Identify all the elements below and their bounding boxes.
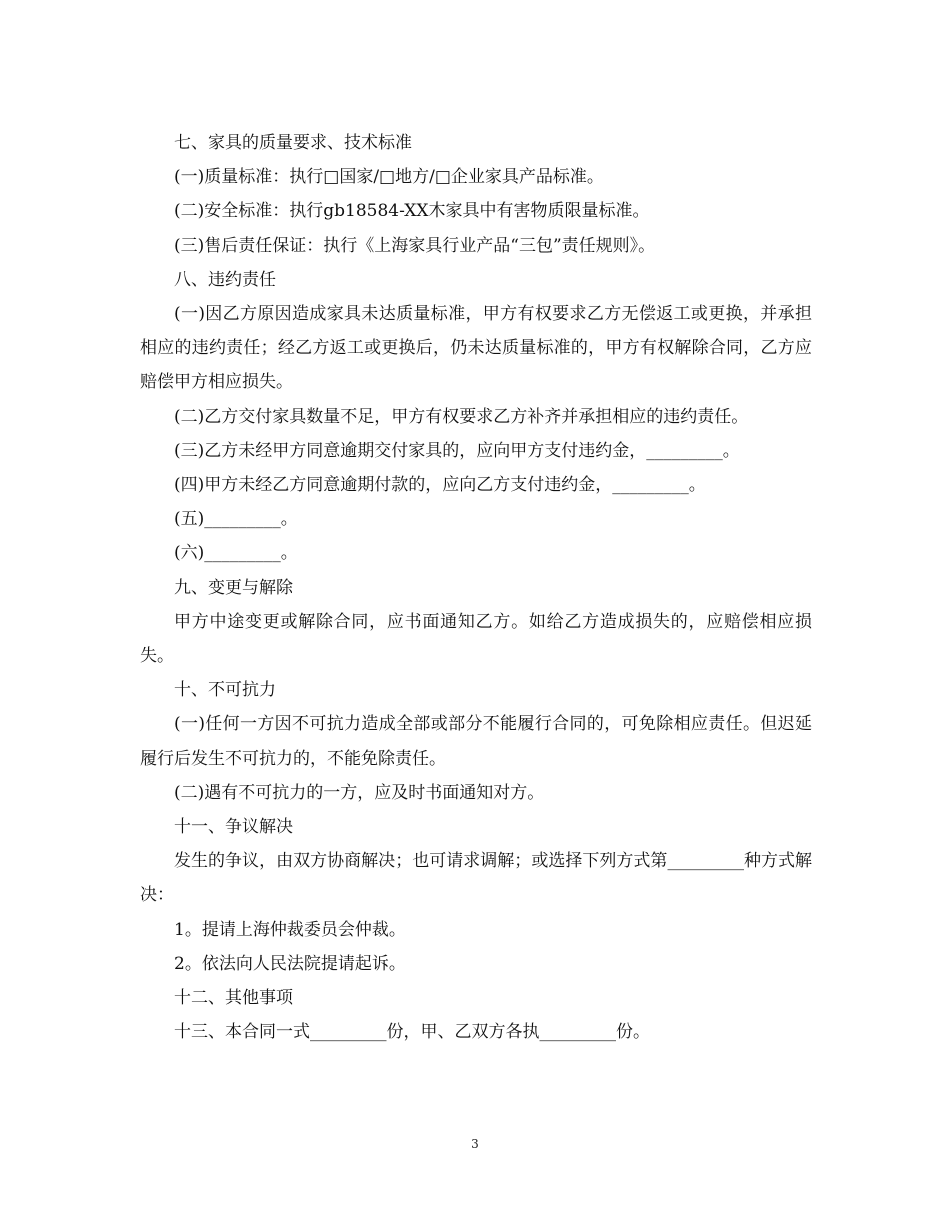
paragraph-breach-3: (三)乙方未经甲方同意逾期交付家具的，应向甲方支付违约金，_________。	[174, 440, 740, 461]
paragraph-breach-6: (六)_________。	[174, 543, 298, 564]
section-heading-dispute: 十一、争议解决	[174, 817, 293, 838]
paragraph-breach-1: (一)因乙方原因造成家具未达质量标准，甲方有权要求乙方无偿返工或更换，并承担相应的违约责任；经乙方返工或更换后，仍未达质量标准的，甲方有权解除合同，乙方应赔偿甲方相应损失。	[140, 304, 812, 393]
paragraph-after-sales: (三)售后责任保证：执行《上海家具行业产品“三包”责任规则》。	[174, 235, 656, 256]
page-number: 3	[471, 1137, 479, 1151]
section-heading-change: 九、变更与解除	[174, 577, 293, 598]
paragraph-breach-2: (二)乙方交付家具数量不足，甲方有权要求乙方补齐并承担相应的违约责任。	[174, 406, 749, 427]
paragraph-change: 甲方中途变更或解除合同，应书面通知乙方。如给乙方造成损失的，应赔偿相应损失。	[140, 611, 812, 667]
section-heading-force-majeure: 十、不可抗力	[174, 680, 276, 701]
section-heading-other: 十二、其他事项	[174, 988, 293, 1009]
document-body	[140, 126, 812, 1049]
paragraph-breach-5: (五)_________。	[174, 509, 298, 530]
section-heading-breach: 八、违约责任	[174, 269, 276, 290]
paragraph-force-majeure-2: (二)遇有不可抗力的一方，应及时书面通知对方。	[174, 782, 545, 803]
section-heading-quality: 七、家具的质量要求、技术标准	[174, 133, 412, 153]
paragraph-quality-standard: (一)质量标准：执行□国家/□地方/□企业家具产品标准。	[174, 167, 604, 188]
paragraph-copies: 十三、本合同一式_________份，甲、乙双方各执_________份。	[174, 1022, 650, 1043]
paragraph-dispute: 发生的争议，由双方协商解决；也可请求调解；或选择下列方式第_________种方式解决：	[140, 851, 812, 906]
paragraph-safety-standard: (二)安全标准：执行gb18584-XX木家具中有害物质限量标准。	[174, 201, 650, 222]
paragraph-breach-4: (四)甲方未经乙方同意逾期付款的，应向乙方支付违约金，_________。	[174, 475, 706, 496]
paragraph-dispute-option-2: 2。依法向人民法院提请起诉。	[174, 953, 406, 974]
paragraph-dispute-option-1: 1。提请上海仲裁委员会仲裁。	[174, 919, 406, 940]
paragraph-force-majeure-1: (一)任何一方因不可抗力造成全部或部分不能履行合同的，可免除相应责任。但迟延履行后发生不可抗力的，不能免除责任。	[140, 714, 812, 769]
